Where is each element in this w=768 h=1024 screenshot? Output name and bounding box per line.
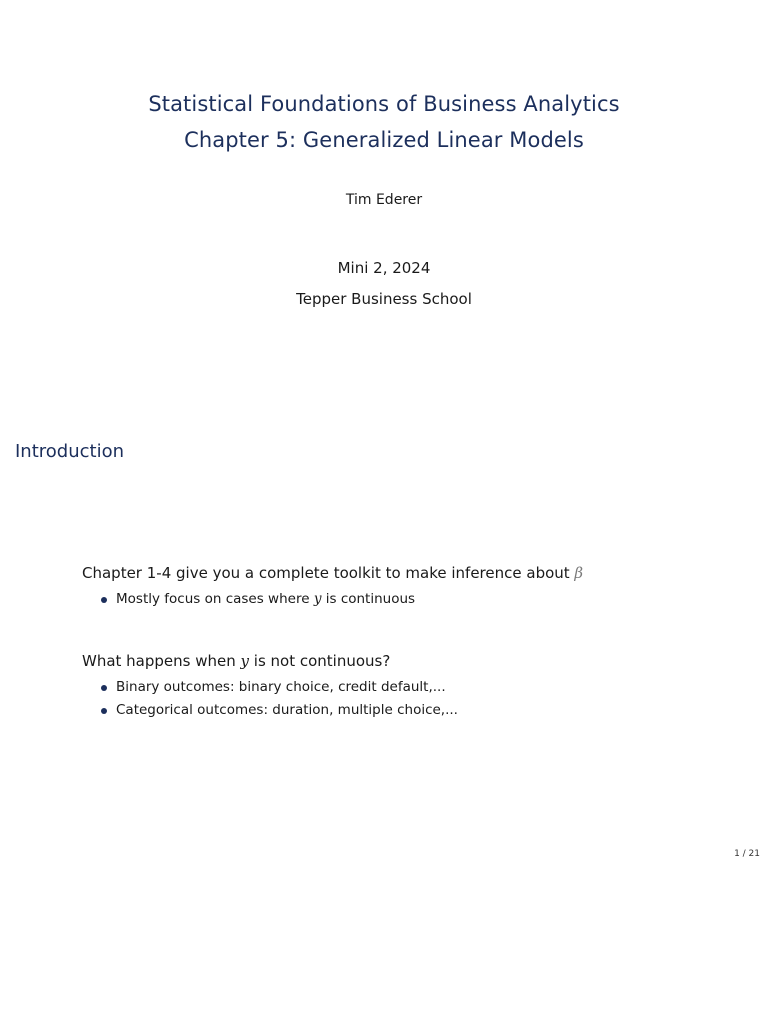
content-block-1: [82, 564, 583, 611]
page-number: 1 / 21: [734, 849, 760, 859]
bullet-icon: [101, 708, 107, 714]
title-line-2: Chapter 5: Generalized Linear Models: [184, 128, 584, 152]
author: Tim Ederer: [345, 192, 423, 208]
math-variable-y: y: [313, 591, 322, 607]
title-line-1: Statistical Foundations of Business Analytics: [148, 92, 620, 116]
bullet-text: Categorical outcomes: duration, multiple choice,...: [116, 702, 458, 718]
math-variable-y: y: [240, 652, 250, 670]
block-2-bullets: [82, 676, 458, 722]
date: Mini 2, 2024: [337, 259, 431, 277]
title-block: [0, 86, 768, 158]
institute: Tepper Business School: [296, 290, 472, 308]
beta-symbol: β: [574, 564, 584, 582]
bullet-icon: [101, 597, 107, 603]
block-2-lead: [82, 652, 458, 670]
bullet-text-suffix: is continuous: [321, 591, 416, 607]
block-2-lead-prefix: What happens when: [82, 652, 241, 670]
block-1-lead-text: Chapter 1-4 give you a complete toolkit to make inference about: [82, 564, 575, 582]
block-1-bullets: [82, 588, 583, 611]
bullet-text: Binary outcomes: binary choice, credit default,...: [116, 679, 446, 695]
block-2-lead-suffix: is not continuous?: [249, 652, 391, 670]
block-1-lead: [82, 564, 583, 582]
content-block-2: [82, 652, 458, 722]
list-item: [101, 676, 458, 699]
list-item: [101, 588, 583, 611]
bullet-icon: [101, 685, 107, 691]
section-title: Introduction: [15, 441, 125, 462]
list-item: [101, 699, 458, 722]
bullet-text-prefix: Mostly focus on cases where: [116, 591, 314, 607]
